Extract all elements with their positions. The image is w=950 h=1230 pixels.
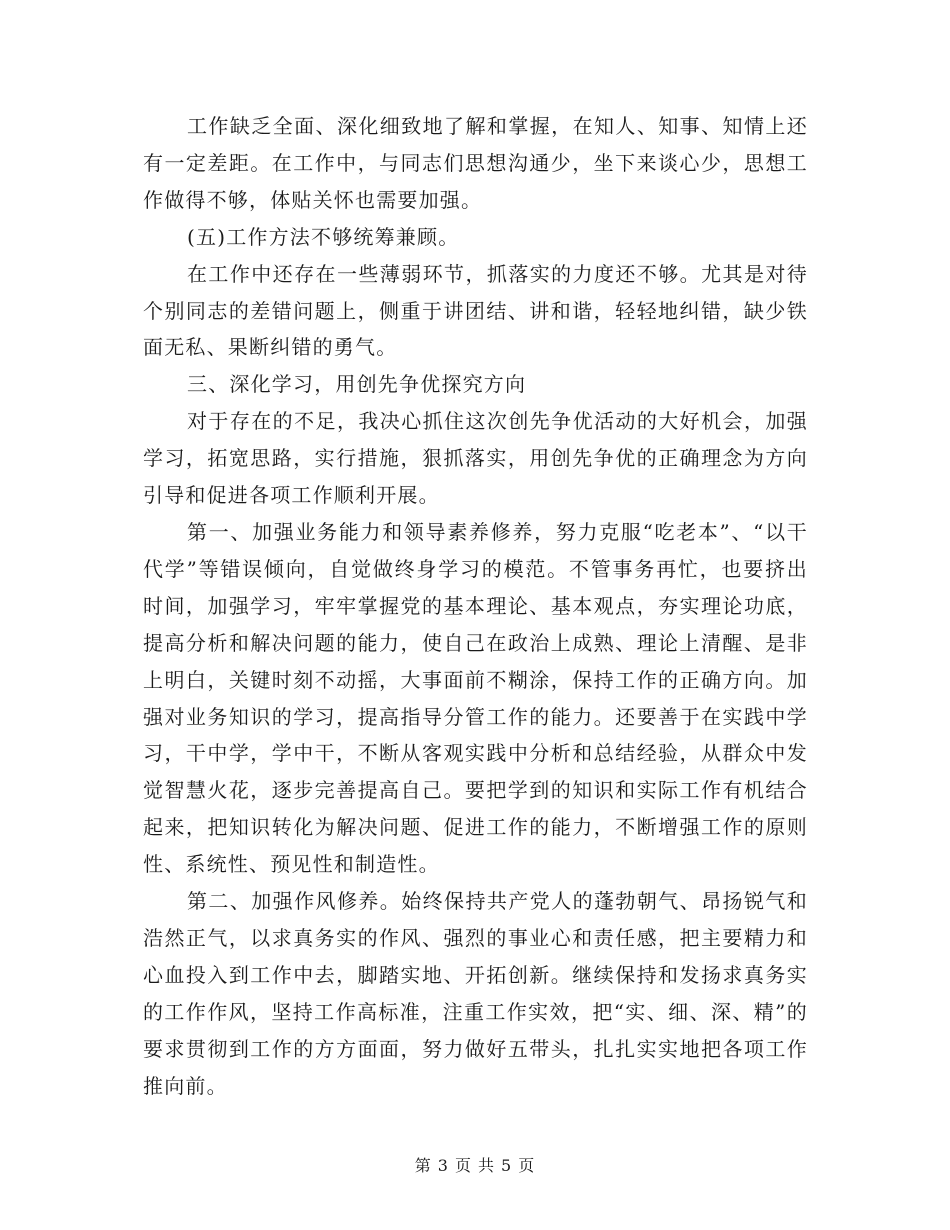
paragraph-second: 第二、加强作风修养。始终保持共产党人的蓬勃朝气、昂扬锐气和浩然正气，以求真务实的作风、强烈的事业心和责任感，把主要精力和心血投入到工作中去，脚踏实地、开拓创新。继续保持和发扬求真务实的工作作风，坚持工作高标准，注重工作实效，把“实、细、深、精”的要求贯彻到工作的方方面面，努力做好五带头，扎扎实实地把各项工作推向前。: [143, 889, 808, 1098]
paragraph-3: 对于存在的不足，我决心抓住这次创先争优活动的大好机会，加强学习，拓宽思路，实行措施，狠抓落实，用创先争优的正确理念为方向引导和促进各项工作顺利开展。: [143, 409, 808, 508]
footer-label-ye: 页: [454, 1156, 472, 1175]
paragraph-heading-5: (五)工作方法不够统筹兼顾。: [187, 224, 460, 249]
footer-label-ye2: 页: [518, 1156, 536, 1175]
paragraph-1: 工作缺乏全面、深化细致地了解和掌握，在知人、知事、知情上还有一定差距。在工作中，与同志们思想沟通少，坐下来谈心少，思想工作做得不够，体贴关怀也需要加强。: [143, 114, 808, 212]
document-body: [143, 108, 808, 1104]
footer-page-current: 3: [437, 1156, 449, 1175]
footer-label-di: 第: [414, 1156, 432, 1175]
footer-label-gong: 共: [478, 1156, 496, 1175]
page-footer: [0, 1153, 950, 1176]
paragraph-first: 第一、加强业务能力和领导素养修养，努力克服“吃老本”、“以干代学”等错误倾向，自觉做终身学习的模范。不管事务再忙，也要挤出时间，加强学习，牢牢掌握党的基本理论、基本观点，夯实理论功底，提高分析和解决问题的能力，使自己在政治上成熟、理论上清醒、是非上明白，关键时刻不动摇，大事面前不糊涂，保持工作的正确方向。加强对业务知识的学习，提高指导分管工作的能力。还要善于在实践中学习，干中学，学中干，不断从客观实践中分析和总结经验，从群众中发觉智慧火花，逐步完善提高自己。要把学到的知识和实际工作有机结合起来，把知识转化为解决问题、促进工作的能力，不断增强工作的原则性、系统性、预见性和制造性。: [143, 519, 808, 877]
paragraph-2: 在工作中还存在一些薄弱环节，抓落实的力度还不够。尤其是对待个别同志的差错问题上，侧重于讲团结、讲和谐，轻轻地纠错，缺少铁面无私、果断纠错的勇气。: [143, 261, 808, 360]
section-heading-3: 三、深化学习，用创先争优探究方向: [187, 372, 527, 397]
footer-page-total: 5: [501, 1156, 513, 1175]
